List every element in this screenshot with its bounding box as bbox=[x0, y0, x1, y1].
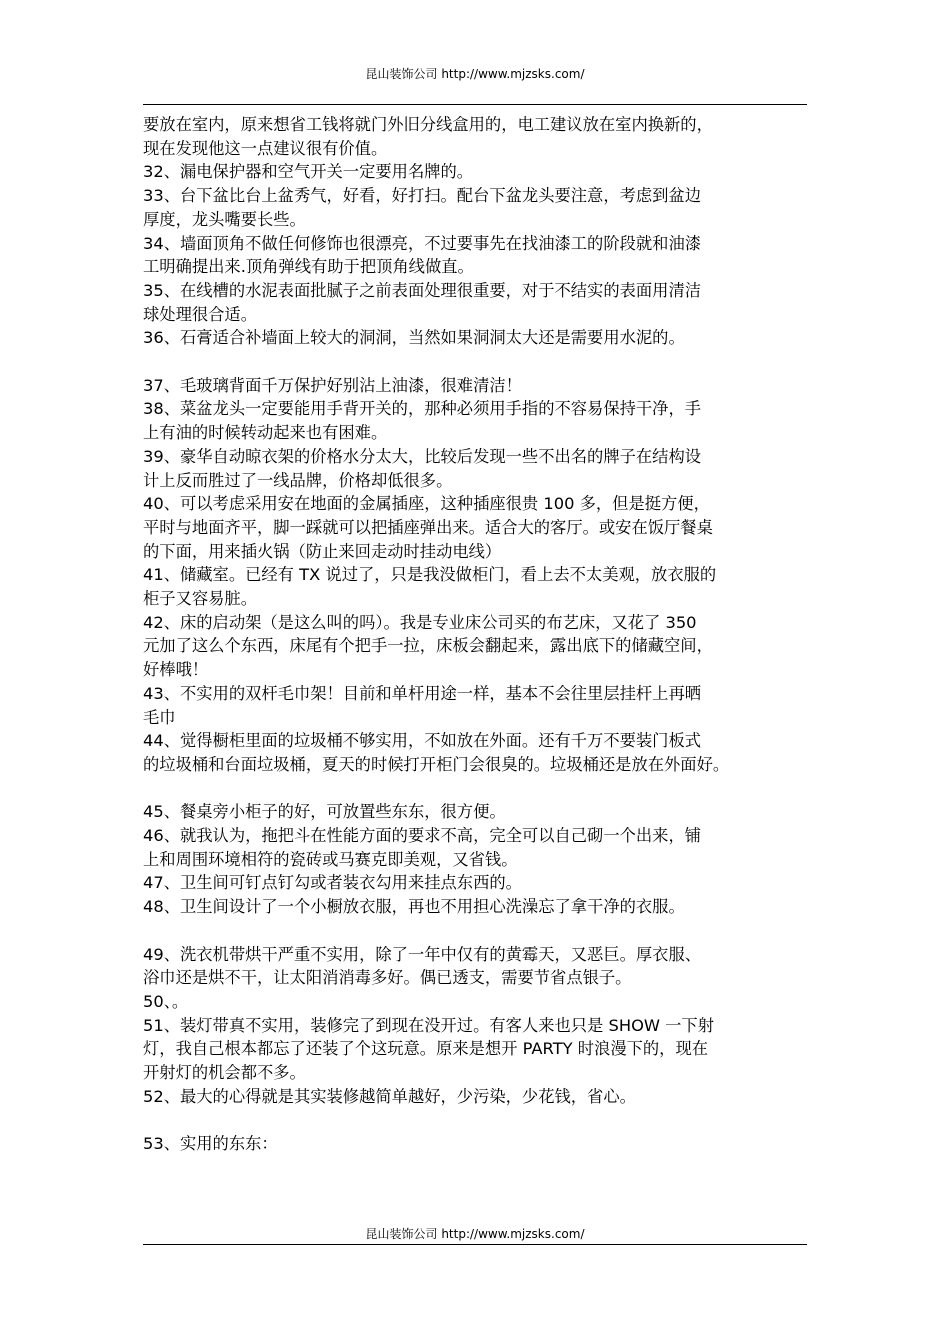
paragraph bbox=[143, 232, 807, 279]
paragraph bbox=[143, 943, 807, 990]
text-line: 工明确提出来.顶角弹线有助于把顶角线做直。 bbox=[143, 257, 474, 277]
text-line: 上和周围环境相符的瓷砖或马赛克即美观，又省钱。 bbox=[143, 849, 518, 869]
text-line: 39、豪华自动晾衣架的价格水分太大，比较后发现一些不出名的牌子在结构设 bbox=[143, 446, 702, 466]
text-line: 43、不实用的双杆毛巾架！目前和单杆用途一样，基本不会往里层挂杆上再晒 bbox=[143, 683, 702, 703]
paragraph bbox=[143, 611, 807, 682]
text-line: 浴巾还是烘不干，让太阳消消毒多好。偶已透支，需要节省点银子。 bbox=[143, 968, 632, 988]
paragraph bbox=[143, 729, 807, 776]
paragraph bbox=[143, 1014, 807, 1085]
text-line: 50、。 bbox=[143, 991, 189, 1011]
text-line: 元加了这么个东西，床尾有个把手一拉，床板会翻起来，露出底下的储藏空间， bbox=[143, 636, 713, 656]
text-line: 计上反而胜过了一线品牌，价格却低很多。 bbox=[143, 470, 453, 490]
paragraph bbox=[143, 1132, 807, 1156]
text-line: 52、最大的心得就是其实装修越简单越好，少污染，少花钱，省心。 bbox=[143, 1086, 636, 1106]
text-line: 的下面，用来插火锅（防止来回走动时挂动电线） bbox=[143, 541, 502, 561]
paragraph bbox=[143, 397, 807, 444]
text-line: 平时与地面齐平，脚一踩就可以把插座弹出来。适合大的客厅。或安在饭厅餐桌 bbox=[143, 517, 713, 537]
text-line: 要放在室内，原来想省工钱将就门外旧分线盒用的，电工建议放在室内换新的， bbox=[143, 115, 713, 134]
paragraph bbox=[143, 184, 807, 231]
paragraph bbox=[143, 990, 807, 1014]
paragraph bbox=[143, 871, 807, 895]
text-line: 32、漏电保护器和空气开关一定要用名牌的。 bbox=[143, 162, 474, 182]
text-line: 37、毛玻璃背面千万保护好别沾上油漆，很难清洁！ bbox=[143, 375, 522, 395]
document-body bbox=[143, 113, 807, 1156]
paragraph bbox=[143, 895, 807, 919]
paragraph bbox=[143, 563, 807, 610]
paragraph bbox=[143, 326, 807, 350]
paragraph bbox=[143, 160, 807, 184]
text-line: 36、石膏适合补墙面上较大的洞洞，当然如果洞洞太大还是需要用水泥的。 bbox=[143, 328, 685, 348]
text-line: 灯，我自己根本都忘了还装了个这玩意。原来是想开 PARTY 时浪漫下的，现在 bbox=[143, 1039, 709, 1059]
text-line: 45、餐桌旁小柜子的好，可放置些东东，很方便。 bbox=[143, 802, 506, 822]
paragraph bbox=[143, 492, 807, 563]
paragraph bbox=[143, 445, 807, 492]
text-line: 34、墙面顶角不做任何修饰也很漂亮，不过要事先在找油漆工的阶段就和油漆 bbox=[143, 233, 702, 253]
text-line: 38、菜盆龙头一定要能用手背开关的，那种必须用手指的不容易保持干净，手 bbox=[143, 399, 702, 419]
paragraph bbox=[143, 279, 807, 326]
text-line: 35、在线槽的水泥表面批腻子之前表面处理很重要，对于不结实的表面用清洁 bbox=[143, 280, 702, 300]
text-line: 46、就我认为，拖把斗在性能方面的要求不高，完全可以自己砌一个出来，铺 bbox=[143, 826, 702, 846]
paragraph bbox=[143, 824, 807, 871]
text-line: 47、卫生间可钉点钉勾或者装衣勾用来挂点东西的。 bbox=[143, 873, 522, 893]
paragraph bbox=[143, 374, 807, 398]
text-line: 53、实用的东东： bbox=[143, 1134, 278, 1154]
text-line: 现在发现他这一点建议很有价值。 bbox=[143, 138, 388, 158]
text-line: 毛巾 bbox=[143, 707, 176, 727]
text-line: 开射灯的机会都不多。 bbox=[143, 1063, 306, 1083]
paragraph bbox=[143, 113, 807, 160]
paragraph bbox=[143, 1085, 807, 1109]
text-line: 球处理很合适。 bbox=[143, 304, 257, 324]
text-line: 好棒哦！ bbox=[143, 660, 209, 680]
text-line: 48、卫生间设计了一个小橱放衣服，再也不用担心洗澡忘了拿干净的衣服。 bbox=[143, 897, 685, 917]
page-footer: 昆山装饰公司 http://www.mjzsks.com/ bbox=[365, 1227, 585, 1241]
paragraph bbox=[143, 800, 807, 824]
page-header: 昆山装饰公司 http://www.mjzsks.com/ bbox=[365, 67, 585, 81]
paragraph bbox=[143, 682, 807, 729]
text-line: 柜子又容易脏。 bbox=[143, 589, 257, 609]
footer-rule bbox=[143, 1244, 807, 1245]
text-line: 44、觉得橱柜里面的垃圾桶不够实用，不如放在外面。还有千万不要装门板式 bbox=[143, 731, 702, 751]
text-line: 的垃圾桶和台面垃圾桶，夏天的时候打开柜门会很臭的。垃圾桶还是放在外面好。 bbox=[143, 754, 730, 774]
text-line: 33、台下盆比台上盆秀气，好看，好打扫。配台下盆龙头要注意，考虑到盆边 bbox=[143, 186, 702, 206]
text-line: 40、可以考虑采用安在地面的金属插座，这种插座很贵 100 多，但是挺方便， bbox=[143, 494, 710, 514]
text-line: 41、储藏室。已经有 TX 说过了，只是我没做柜门，看上去不太美观，放衣服的 bbox=[143, 565, 717, 585]
text-line: 42、床的启动架（是这么叫的吗）。我是专业床公司买的布艺床，又花了 350 bbox=[143, 612, 697, 632]
header-rule bbox=[143, 104, 807, 105]
text-line: 上有油的时候转动起来也有困难。 bbox=[143, 423, 388, 443]
text-line: 51、装灯带真不实用，装修完了到现在没开过。有客人来也只是 SHOW 一下射 bbox=[143, 1015, 715, 1035]
text-line: 厚度，龙头嘴要长些。 bbox=[143, 209, 306, 229]
text-line: 49、洗衣机带烘干严重不实用，除了一年中仅有的黄霉天，又恶巨。厚衣服、 bbox=[143, 944, 702, 964]
